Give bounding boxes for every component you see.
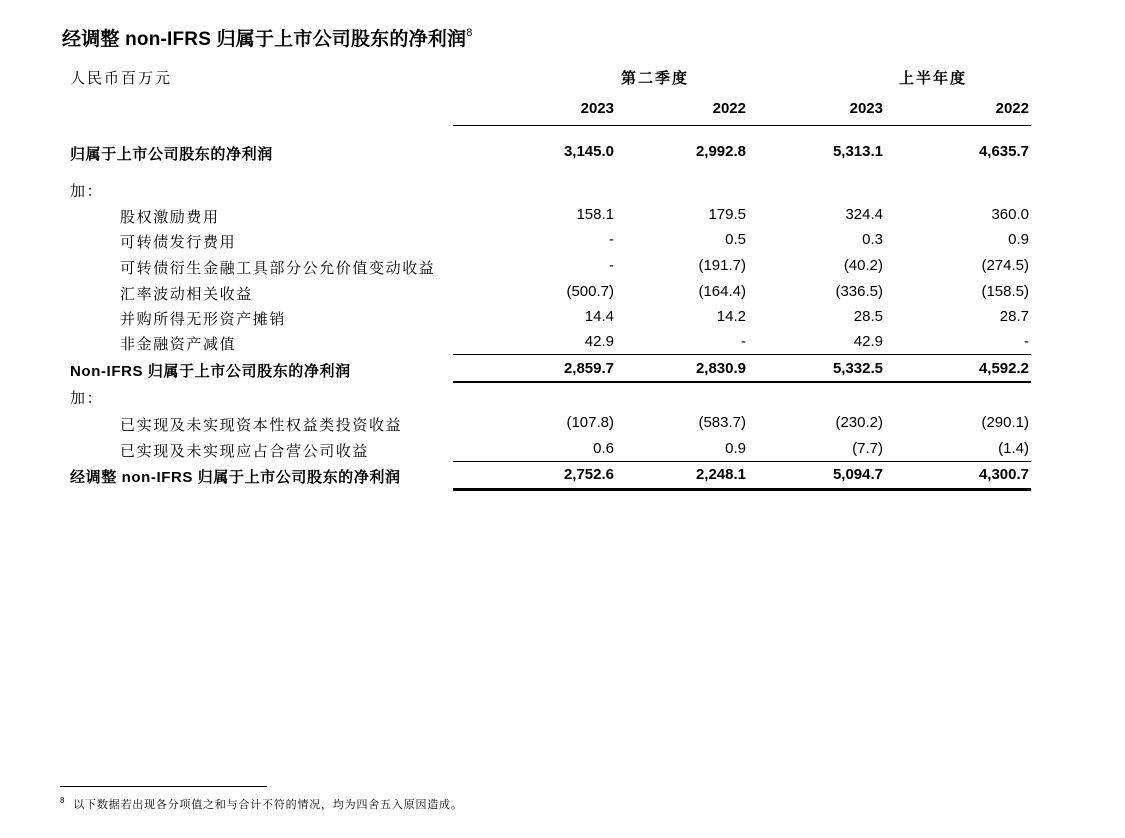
table-row xyxy=(0,206,1125,230)
table-row xyxy=(0,257,1125,281)
row-label: Non-IFRS 归属于上市公司股东的净利润 xyxy=(70,363,351,380)
cell-value: (290.1) xyxy=(981,414,1029,431)
table-row xyxy=(0,143,1125,167)
cell-value: (107.8) xyxy=(566,414,614,431)
cell-value: (500.7) xyxy=(566,283,614,300)
cell-value: 0.5 xyxy=(725,231,746,248)
total-rule-bottom xyxy=(453,488,1031,491)
cell-value: 4,300.7 xyxy=(978,466,1029,483)
row-label: 汇率波动相关收益 xyxy=(120,286,253,303)
cell-value: (158.5) xyxy=(981,283,1029,300)
cell-value: 2,859.7 xyxy=(563,360,614,377)
subtotal-rule-bottom xyxy=(453,381,1031,383)
row-label: 归属于上市公司股东的净利润 xyxy=(70,146,273,163)
group-header-h1: 上半年度 xyxy=(898,70,967,87)
table-row xyxy=(0,466,1125,490)
row-label: 可转债发行费用 xyxy=(120,234,237,251)
cell-value: 5,094.7 xyxy=(832,466,883,483)
cell-value: (7.7) xyxy=(852,440,883,457)
cell-value: 179.5 xyxy=(708,206,746,223)
year-header-h1-2022: 2022 xyxy=(995,100,1029,117)
table-row xyxy=(0,180,1125,204)
row-label: 加： xyxy=(70,183,104,200)
cell-value: 2,992.8 xyxy=(695,143,746,160)
cell-value: 42.9 xyxy=(853,333,883,350)
cell-value: 2,830.9 xyxy=(695,360,746,377)
cell-value: 42.9 xyxy=(584,333,614,350)
cell-value: 0.9 xyxy=(725,440,746,457)
table-row xyxy=(0,308,1125,332)
cell-value: 14.2 xyxy=(716,308,746,325)
table-row xyxy=(0,414,1125,438)
title-footnote-mark: 8 xyxy=(466,26,473,39)
unit-label: 人民币百万元 xyxy=(70,70,173,87)
row-label: 加： xyxy=(70,390,104,407)
title-text: 经调整 non-IFRS 归属于上市公司股东的净利润 xyxy=(62,29,467,50)
footnote-mark: 8 xyxy=(60,796,66,806)
year-header-h1-2023: 2023 xyxy=(849,100,883,117)
row-label: 非金融资产减值 xyxy=(120,336,237,353)
cell-value: (274.5) xyxy=(981,257,1029,274)
cell-value: 4,592.2 xyxy=(978,360,1029,377)
row-label: 可转债衍生金融工具部分公允价值变动收益 xyxy=(120,260,436,277)
cell-value: 2,752.6 xyxy=(563,466,614,483)
cell-value: - xyxy=(1024,333,1029,350)
footnote-text: 以下数据若出现各分项值之和与合计不符的情况，均为四舍五入原因造成。 xyxy=(73,799,463,811)
cell-value: (583.7) xyxy=(698,414,746,431)
cell-value: (40.2) xyxy=(843,257,883,274)
cell-value: (230.2) xyxy=(835,414,883,431)
cell-value: - xyxy=(609,257,614,274)
cell-value: 0.9 xyxy=(1008,231,1029,248)
table-row xyxy=(0,231,1125,255)
cell-value: 5,332.5 xyxy=(832,360,883,377)
cell-value: 28.5 xyxy=(853,308,883,325)
footnote xyxy=(60,796,463,812)
cell-value: (164.4) xyxy=(698,283,746,300)
cell-value: 28.7 xyxy=(999,308,1029,325)
row-label: 并购所得无形资产摊销 xyxy=(120,311,287,328)
cell-value: 0.3 xyxy=(862,231,883,248)
year-header-q2-2022: 2022 xyxy=(712,100,746,117)
cell-value: 158.1 xyxy=(576,206,614,223)
table-row xyxy=(0,387,1125,411)
year-header-q2-2023: 2023 xyxy=(580,100,614,117)
total-rule-top xyxy=(453,461,1031,462)
cell-value: 5,313.1 xyxy=(832,143,883,160)
cell-value: (1.4) xyxy=(998,440,1029,457)
row-label: 股权激励费用 xyxy=(120,209,220,226)
cell-value: 360.0 xyxy=(991,206,1029,223)
subtotal-rule-top xyxy=(453,354,1031,355)
cell-value: - xyxy=(741,333,746,350)
row-label: 经调整 non-IFRS 归属于上市公司股东的净利润 xyxy=(70,469,401,486)
cell-value: (336.5) xyxy=(835,283,883,300)
cell-value: 4,635.7 xyxy=(978,143,1029,160)
cell-value: 324.4 xyxy=(845,206,883,223)
row-label: 已实现及未实现应占合营公司收益 xyxy=(120,443,370,460)
cell-value: - xyxy=(609,231,614,248)
cell-value: 2,248.1 xyxy=(695,466,746,483)
page-title xyxy=(62,24,473,51)
cell-value: (191.7) xyxy=(698,257,746,274)
table-row xyxy=(0,283,1125,307)
header-rule xyxy=(453,125,1031,126)
row-label: 已实现及未实现资本性权益类投资收益 xyxy=(120,417,403,434)
cell-value: 14.4 xyxy=(584,308,614,325)
group-header-q2: 第二季度 xyxy=(620,70,689,87)
cell-value: 3,145.0 xyxy=(563,143,614,160)
cell-value: 0.6 xyxy=(593,440,614,457)
footnote-divider xyxy=(60,786,267,787)
